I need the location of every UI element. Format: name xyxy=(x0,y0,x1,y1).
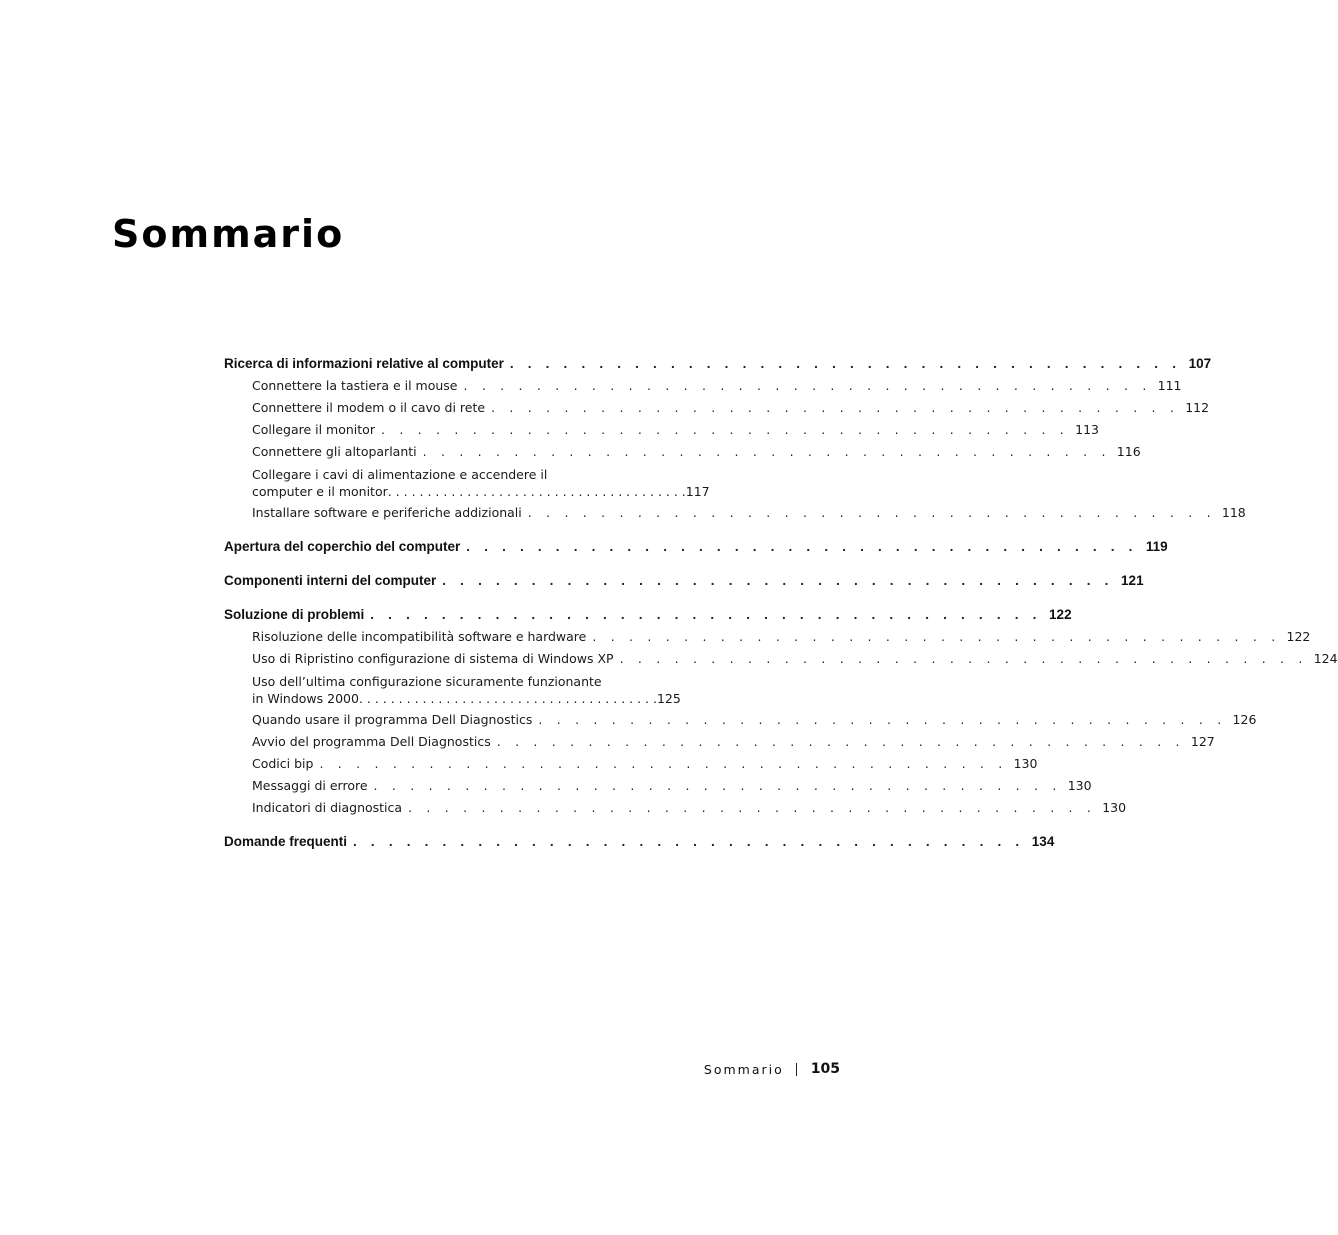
toc-subentry-page: 126 xyxy=(1232,712,1257,727)
toc-subentry-page: 117 xyxy=(685,484,710,499)
table-of-contents xyxy=(224,353,1338,853)
toc-entry-label: Componenti interni del computer xyxy=(224,573,437,588)
toc-subentry-label: Risoluzione delle incompatibilità software e hardware xyxy=(252,629,587,644)
footer-title: Sommario xyxy=(703,1061,784,1077)
toc-subentry-page: 112 xyxy=(1185,400,1210,415)
dot-leader: . . . . . . . . . . . . . . . . . . . . . . . . . . . . . . . . . . . . . . xyxy=(491,400,1180,415)
toc-subentry-page: 111 xyxy=(1157,378,1182,393)
toc-subentry-page: 124 xyxy=(1313,651,1338,666)
toc-subentry-label: Avvio del programma Dell Diagnostics xyxy=(252,734,491,749)
toc-entry-label: Domande frequenti xyxy=(224,834,348,849)
dot-leader: . . . . . . . . . . . . . . . . . . . . . . . . . . . . . . . . . . . . . . xyxy=(380,422,1069,437)
toc-subentry-page: 130 xyxy=(1067,778,1092,793)
page-title: Sommario xyxy=(112,212,345,256)
toc-subentry-label: Indicatori di diagnostica xyxy=(252,800,403,815)
toc-entry-apertura-coperchio[interactable] xyxy=(224,536,1168,558)
toc-subentry-page: 113 xyxy=(1075,422,1099,437)
toc-subentry-altoparlanti[interactable] xyxy=(224,441,1141,463)
toc-subentry-quando-diagnostics[interactable] xyxy=(224,709,1257,731)
toc-subentry-label-line2: in Windows 2000 xyxy=(252,691,359,706)
toc-entry-componenti-interni[interactable] xyxy=(224,570,1144,592)
toc-entry-label: Ricerca di informazioni relative al computer xyxy=(224,356,504,371)
toc-subentry-messaggi-errore[interactable] xyxy=(224,775,1092,797)
toc-entry-label: Soluzione di problemi xyxy=(224,607,365,622)
toc-entry-soluzione-problemi[interactable] xyxy=(224,604,1072,626)
toc-entry-page: 107 xyxy=(1188,356,1212,371)
footer-separator xyxy=(796,1063,797,1076)
toc-subentry-label-line2: computer e il monitor xyxy=(252,484,388,499)
toc-subentry-label: Collegare il monitor xyxy=(252,422,375,437)
toc-subentry-avvio-diagnostics[interactable] xyxy=(224,731,1215,753)
toc-subentry-label: Installare software e periferiche addizionali xyxy=(252,505,522,520)
toc-subentry-page: 125 xyxy=(656,691,681,706)
dot-leader: . . . . . . . . . . . . . . . . . . . . . . . . . . . . . . . . . . . . . . xyxy=(319,756,1008,771)
toc-subentry-label: Connettere gli altoparlanti xyxy=(252,444,417,459)
dot-leader: . . . . . . . . . . . . . . . . . . . . . . . . . . . . . . . . . . . . . . xyxy=(353,834,1025,849)
toc-subentry-tastiera-mouse[interactable] xyxy=(224,375,1182,397)
dot-leader: . . . . . . . . . . . . . . . . . . . . . . . . . . . . . . . . . . . . . . xyxy=(509,356,1182,371)
toc-subentry-monitor[interactable] xyxy=(224,419,1099,441)
dot-leader: . . . . . . . . . . . . . . . . . . . . . . . . . . . . . . . . . . . . . . xyxy=(538,712,1227,727)
toc-subentry-page: 130 xyxy=(1102,800,1127,815)
toc-subentry-page: 116 xyxy=(1116,444,1141,459)
toc-entry-page: 134 xyxy=(1031,834,1055,849)
toc-entry-page: 121 xyxy=(1121,573,1144,588)
toc-subentry-label: Connettere il modem o il cavo di rete xyxy=(252,400,486,415)
toc-subentry-codici-bip[interactable] xyxy=(224,753,1038,775)
toc-subentry-page: 122 xyxy=(1286,629,1311,644)
toc-subentry-page: 127 xyxy=(1190,734,1215,749)
toc-subentry-modem-rete[interactable] xyxy=(224,397,1210,419)
dot-leader: . . . . . . . . . . . . . . . . . . . . . . . . . . . . . . . . . . . . . . xyxy=(370,607,1042,622)
toc-entry-ricerca-informazioni[interactable] xyxy=(224,353,1212,375)
toc-subentry-label: Uso di Ripristino configurazione di sistema di Windows XP xyxy=(252,651,614,666)
toc-subentry-label: Codici bip xyxy=(252,756,314,771)
footer-page-number: 105 xyxy=(810,1061,840,1077)
dot-leader: . . . . . . . . . . . . . . . . . . . . . . . . . . . . . . . . . . . . . . xyxy=(442,573,1114,588)
toc-subentry-label: Quando usare il programma Dell Diagnostics xyxy=(252,712,533,727)
toc-subentry-software-periferiche[interactable] xyxy=(224,502,1246,524)
dot-leader: . . . . . . . . . . . . . . . . . . . . . . . . . . . . . . . . . . . . . . xyxy=(358,691,657,706)
dot-leader: . . . . . . . . . . . . . . . . . . . . . . . . . . . . . . . . . . . . . . xyxy=(463,378,1152,393)
toc-entry-page: 119 xyxy=(1145,539,1168,554)
toc-subentry-cavi-alimentazione[interactable] xyxy=(224,463,710,502)
dot-leader: . . . . . . . . . . . . . . . . . . . . . . . . . . . . . . . . . . . . . . xyxy=(496,734,1185,749)
dot-leader: . . . . . . . . . . . . . . . . . . . . . . . . . . . . . . . . . . . . . . xyxy=(466,539,1138,554)
toc-subentry-label: Messaggi di errore xyxy=(252,778,368,793)
toc-subentry-label: Connettere la tastiera e il mouse xyxy=(252,378,458,393)
page-footer xyxy=(704,1061,840,1077)
dot-leader: . . . . . . . . . . . . . . . . . . . . . . . . . . . . . . . . . . . . . . xyxy=(408,800,1097,815)
dot-leader: . . . . . . . . . . . . . . . . . . . . . . . . . . . . . . . . . . . . . . xyxy=(592,629,1281,644)
toc-entry-label: Apertura del coperchio del computer xyxy=(224,539,461,554)
toc-entry-domande-frequenti[interactable] xyxy=(224,831,1055,853)
toc-subentry-ultima-configurazione[interactable] xyxy=(224,670,681,709)
dot-leader: . . . . . . . . . . . . . . . . . . . . . . . . . . . . . . . . . . . . . . xyxy=(422,444,1111,459)
dot-leader: . . . . . . . . . . . . . . . . . . . . . . . . . . . . . . . . . . . . . . xyxy=(373,778,1062,793)
toc-subentry-page: 118 xyxy=(1221,505,1246,520)
toc-subentry-incompatibilita[interactable] xyxy=(224,626,1311,648)
toc-subentry-label-line1: Uso dell’ultima configurazione sicuramente funzionante xyxy=(252,674,602,689)
toc-entry-page: 122 xyxy=(1049,607,1072,622)
toc-subentry-page: 130 xyxy=(1013,756,1038,771)
toc-subentry-indicatori-diagnostica[interactable] xyxy=(224,797,1127,819)
dot-leader: . . . . . . . . . . . . . . . . . . . . . . . . . . . . . . . . . . . . . . xyxy=(387,484,686,499)
dot-leader: . . . . . . . . . . . . . . . . . . . . . . . . . . . . . . . . . . . . . . xyxy=(619,651,1308,666)
toc-subentry-ripristino-xp[interactable] xyxy=(224,648,1338,670)
dot-leader: . . . . . . . . . . . . . . . . . . . . . . . . . . . . . . . . . . . . . . xyxy=(527,505,1216,520)
toc-subentry-label-line1: Collegare i cavi di alimentazione e accendere il xyxy=(252,467,548,482)
